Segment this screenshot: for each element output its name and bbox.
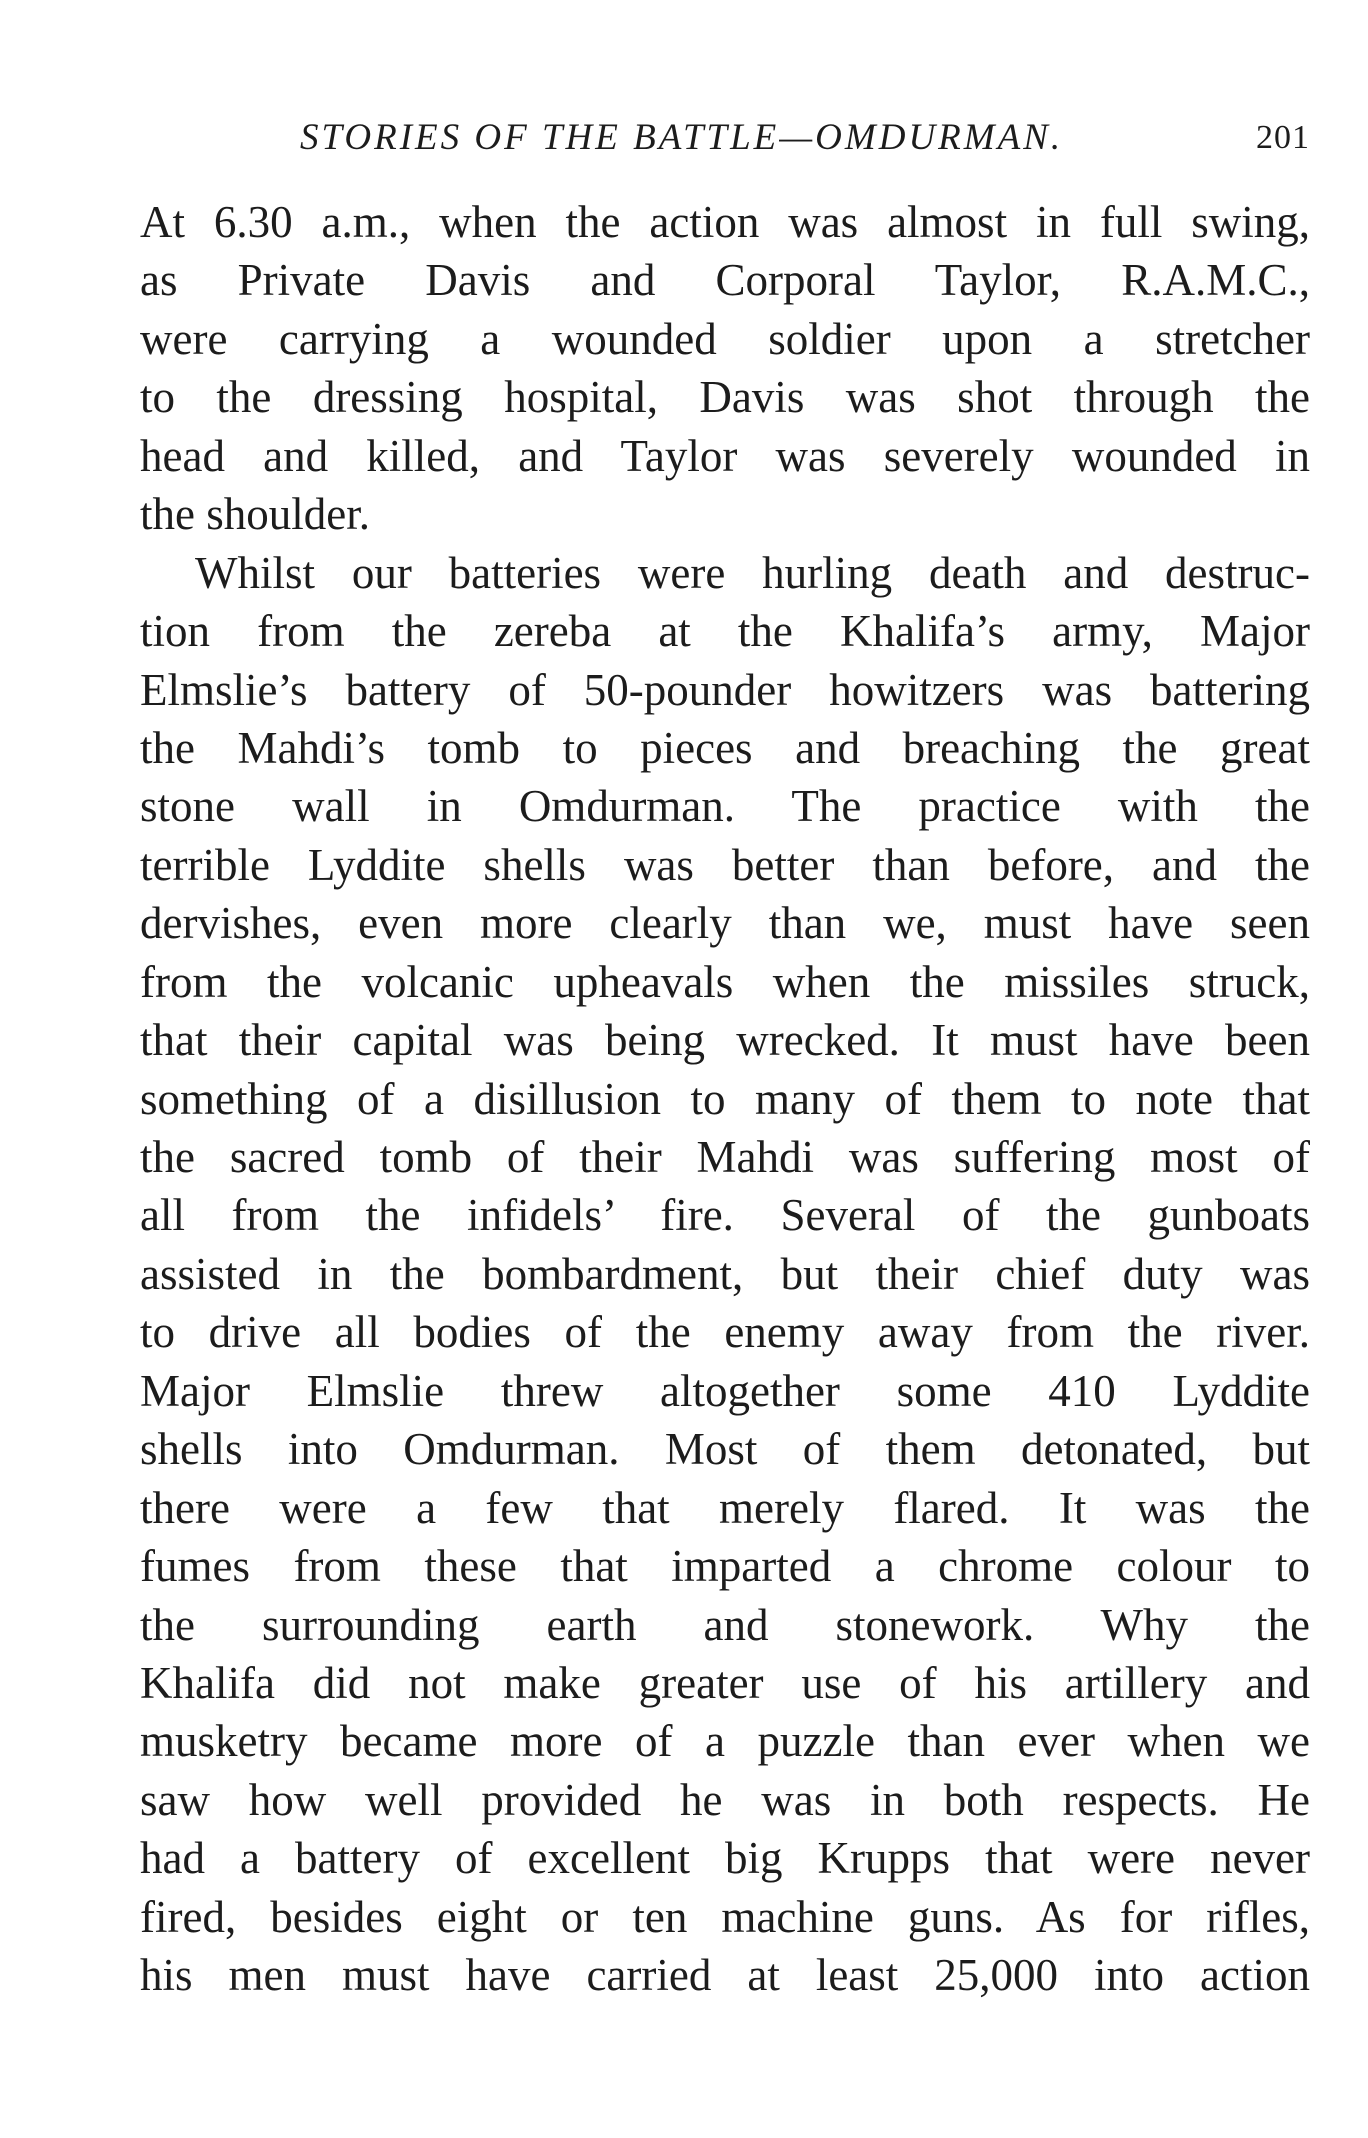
text-line: from the volcanic upheavals when the missiles struck,	[140, 956, 1310, 1007]
text-line: fumes from these that imparted a chrome colour to	[140, 1541, 1310, 1592]
paragraph-2	[140, 544, 1310, 2005]
text-line: that their capital was being wrecked. It must have been	[140, 1015, 1310, 1066]
text-line: something of a disillusion to many of them to note that	[140, 1073, 1310, 1124]
paragraph-1	[140, 193, 1310, 544]
text-line: saw how well provided he was in both respects. He	[140, 1774, 1310, 1825]
text-line: the Mahdi’s tomb to pieces and breaching the great	[140, 722, 1310, 773]
running-head	[140, 110, 1310, 166]
text-line: were carrying a wounded soldier upon a stretcher	[140, 313, 1310, 364]
text-line: stone wall in Omdurman. The practice with the	[140, 781, 1310, 832]
text-line: the surrounding earth and stonework. Why the	[140, 1599, 1310, 1650]
text-line: Elmslie’s battery of 50-pounder howitzers was battering	[140, 664, 1310, 715]
text-line: had a battery of excellent big Krupps that were never	[140, 1833, 1310, 1884]
text-line: musketry became more of a puzzle than ever when we	[140, 1716, 1310, 1767]
running-title: STORIES OF THE BATTLE—OMDURMAN.	[300, 117, 1064, 158]
text-line: head and killed, and Taylor was severely wounded in	[140, 430, 1310, 481]
page-number: 201	[1256, 119, 1310, 156]
text-line: to the dressing hospital, Davis was shot through the	[140, 372, 1310, 423]
text-line: tion from the zereba at the Khalifa’s army, Major	[140, 606, 1310, 657]
text-line: his men must have carried at least 25,000 into action	[140, 1950, 1310, 2001]
text-line: shells into Omdurman. Most of them detonated, but	[140, 1424, 1310, 1475]
text-line: Khalifa did not make greater use of his artillery and	[140, 1657, 1310, 1708]
text-line: as Private Davis and Corporal Taylor, R.A.M.C.,	[140, 255, 1310, 306]
text-line: there were a few that merely flared. It was the	[140, 1482, 1310, 1533]
text-line: fired, besides eight or ten machine guns. As for rifles,	[140, 1891, 1310, 1942]
text-line: Major Elmslie threw altogether some 410 Lyddite	[140, 1365, 1310, 1416]
text-line: assisted in the bombardment, but their chief duty was	[140, 1248, 1310, 1299]
text-line: the sacred tomb of their Mahdi was suffering most of	[140, 1132, 1310, 1182]
text-line: At 6.30 a.m., when the action was almost in full swing,	[140, 197, 1310, 247]
text-line: terrible Lyddite shells was better than before, and the	[140, 839, 1310, 890]
text-line: to drive all bodies of the enemy away from the river.	[140, 1307, 1310, 1358]
body-text	[140, 193, 1310, 2005]
text-line: the shoulder.	[140, 489, 370, 540]
text-line: dervishes, even more clearly than we, must have seen	[140, 898, 1310, 949]
text-line: Whilst our batteries were hurling death and destruc-	[195, 547, 1310, 598]
text-line: all from the infidels’ fire. Several of the gunboats	[140, 1190, 1310, 1241]
